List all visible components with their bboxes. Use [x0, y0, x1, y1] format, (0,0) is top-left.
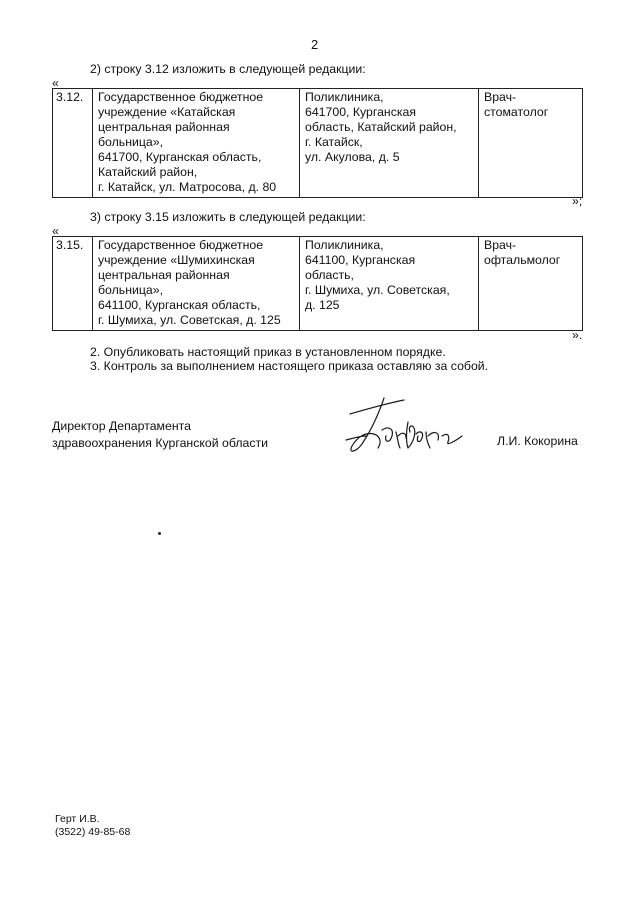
position-line: Врач-: [484, 238, 517, 252]
position-cell: [479, 89, 583, 198]
organization-cell: [93, 89, 300, 198]
address-line: г. Шумиха, ул. Советская,: [305, 283, 450, 297]
org-line: больница»,: [98, 135, 163, 149]
org-line: Государственное бюджетное: [98, 90, 264, 104]
executor-phone: (3522) 49-85-68: [55, 826, 131, 838]
org-line: г. Катайск, ул. Матросова, д. 80: [98, 180, 277, 194]
address-line: 641100, Курганская: [305, 253, 416, 267]
item-2-table: [52, 88, 583, 198]
position-line: офтальмолог: [484, 253, 561, 267]
address-line: ул. Акулова, д. 5: [305, 150, 400, 164]
org-line: учреждение «Катайская: [98, 105, 236, 119]
row-number: 3.15.: [53, 237, 93, 331]
item-2-close-quote: »;: [572, 194, 583, 208]
address-line: область, Катайский район,: [305, 120, 457, 134]
director-title: [52, 418, 268, 452]
org-line: центральная районная: [98, 120, 230, 134]
org-line: Государственное бюджетное: [98, 238, 264, 252]
page-number: 2: [311, 37, 319, 52]
director-title-line-2: здравоохранения Курганской области: [52, 436, 268, 450]
item-3-open-quote: «: [52, 224, 59, 238]
item-2-heading: 2) строку 3.12 изложить в следующей редакции:: [90, 62, 366, 76]
address-cell: [300, 237, 479, 331]
address-line: д. 125: [305, 298, 340, 312]
org-line: центральная районная: [98, 268, 230, 282]
org-line: г. Шумиха, ул. Советская, д. 125: [98, 313, 281, 327]
executor-name: Герт И.В.: [55, 813, 100, 825]
position-line: стоматолог: [484, 105, 549, 119]
org-line: 641100, Курганская область,: [98, 298, 261, 312]
item-3-table: [52, 236, 583, 331]
address-cell: [300, 89, 479, 198]
org-line: Катайский район,: [98, 165, 198, 179]
organization-cell: [93, 237, 300, 331]
position-cell: [479, 237, 583, 331]
position-line: Врач-: [484, 90, 517, 104]
item-3-close-quote: ».: [572, 328, 583, 342]
address-line: Поликлиника,: [305, 238, 384, 252]
org-line: учреждение «Шумихинская: [98, 253, 255, 267]
address-line: область,: [305, 268, 354, 282]
item-2-open-quote: «: [52, 76, 59, 90]
org-line: 641700, Курганская область,: [98, 150, 262, 164]
table-row: [53, 237, 583, 331]
address-line: 641700, Курганская: [305, 105, 417, 119]
table-row: [53, 89, 583, 198]
director-title-line-1: Директор Департамента: [52, 419, 191, 433]
handwritten-signature: [344, 392, 474, 462]
row-number: 3.12.: [53, 89, 93, 198]
item-3-heading: 3) строку 3.15 изложить в следующей редакции:: [90, 210, 366, 224]
footer: [55, 813, 130, 839]
signer-name: Л.И. Кокорина: [497, 434, 578, 448]
address-line: Поликлиника,: [305, 90, 384, 104]
org-line: больница»,: [98, 283, 163, 297]
stray-dot: [158, 532, 161, 535]
address-line: г. Катайск,: [305, 135, 363, 149]
point-3-text: 3. Контроль за выполнением настоящего приказа оставляю за собой.: [90, 359, 489, 373]
point-2-text: 2. Опубликовать настоящий приказ в установленном порядке.: [90, 345, 446, 359]
